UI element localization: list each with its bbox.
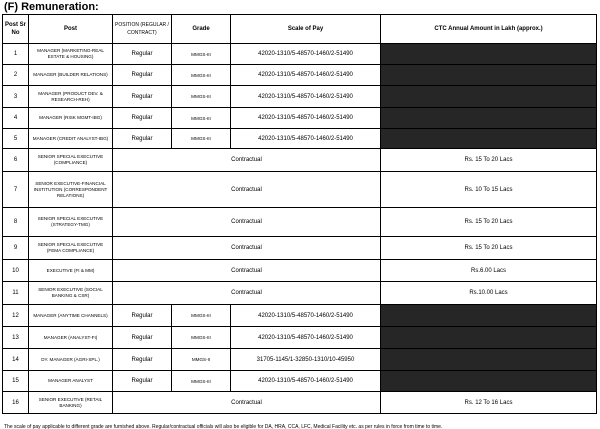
cell-ctc-redacted	[381, 65, 597, 86]
table-row	[3, 108, 597, 129]
cell-scale: 42020-1310/5-48570-1460/2-51490	[231, 44, 381, 65]
col-header-grade: Grade	[172, 15, 231, 44]
cell-ctc: Rs. 12 To 16 Lacs	[381, 392, 597, 414]
cell-contractual: Contractual	[113, 237, 381, 260]
cell-position: Regular	[113, 129, 172, 149]
footer-note: The scale of pay applicable to different grade are furnished above. Regular/contractual officials will also be eligible for DA, HRA, CCA, LFC, Medical Facility etc. as per rules in force from time to time.	[4, 424, 443, 429]
cell-post: SENIOR EXECUTIVE-FINANCIAL INSTITUTION (CORRESPONDENT RELATIONS)	[29, 172, 113, 208]
cell-grade: MMGS-II	[172, 349, 231, 371]
cell-scale: 42020-1310/5-48570-1460/2-51490	[231, 371, 381, 392]
cell-ctc-redacted	[381, 371, 597, 392]
table-row	[3, 86, 597, 108]
cell-sr-no: 11	[3, 282, 29, 305]
col-header-scale: Scale of Pay	[231, 15, 381, 44]
table-row	[3, 149, 597, 172]
table-row	[3, 237, 597, 260]
cell-post: SENIOR EXECUTIVE (SOCIAL BANKING & CSR)	[29, 282, 113, 305]
cell-ctc: Rs. 15 To 20 Lacs	[381, 237, 597, 260]
cell-post: MANAGER (ANYTIME CHANNELS)	[29, 305, 113, 327]
cell-position: Regular	[113, 108, 172, 129]
cell-scale: 31705-1145/1-32850-1310/10-45950	[231, 349, 381, 371]
cell-scale: 42020-1310/5-48570-1460/2-51490	[231, 65, 381, 86]
cell-post: SENIOR SPECIAL EXECUTIVE (FEMA COMPLIANCE)	[29, 237, 113, 260]
table-row	[3, 65, 597, 86]
cell-scale: 42020-1310/5-48570-1460/2-51490	[231, 305, 381, 327]
cell-sr-no: 2	[3, 65, 29, 86]
cell-grade: MMGS-III	[172, 129, 231, 149]
col-header-ctc: CTC Annual Amount in Lakh (approx.)	[381, 15, 597, 44]
cell-sr-no: 8	[3, 208, 29, 237]
cell-sr-no: 3	[3, 86, 29, 108]
cell-ctc-redacted	[381, 305, 597, 327]
table-row	[3, 392, 597, 414]
cell-ctc: Rs. 10 To 15 Lacs	[381, 172, 597, 208]
cell-position: Regular	[113, 349, 172, 371]
cell-sr-no: 10	[3, 260, 29, 282]
col-header-position: POSITION (REGULAR / CONTRACT)	[113, 15, 172, 44]
cell-contractual: Contractual	[113, 149, 381, 172]
cell-post: DY. MANAGER (AGRI-SPL.)	[29, 349, 113, 371]
cell-sr-no: 5	[3, 129, 29, 149]
cell-post: MANAGER (ANALYST-FI)	[29, 327, 113, 349]
cell-contractual: Contractual	[113, 208, 381, 237]
cell-position: Regular	[113, 44, 172, 65]
cell-sr-no: 7	[3, 172, 29, 208]
cell-post: SENIOR SPECIAL EXECUTIVE (COMPLIANCE)	[29, 149, 113, 172]
cell-contractual: Contractual	[113, 392, 381, 414]
cell-sr-no: 13	[3, 327, 29, 349]
cell-contractual: Contractual	[113, 282, 381, 305]
cell-ctc-redacted	[381, 349, 597, 371]
table-row	[3, 305, 597, 327]
cell-contractual: Contractual	[113, 260, 381, 282]
cell-sr-no: 14	[3, 349, 29, 371]
table-row	[3, 371, 597, 392]
cell-grade: MMGS-III	[172, 327, 231, 349]
cell-scale: 42020-1310/5-48570-1460/2-51490	[231, 129, 381, 149]
cell-grade: MMGS-III	[172, 371, 231, 392]
cell-sr-no: 4	[3, 108, 29, 129]
cell-scale: 42020-1310/5-48570-1460/2-51490	[231, 327, 381, 349]
cell-ctc: Rs. 15 To 20 Lacs	[381, 208, 597, 237]
cell-ctc: Rs. 15 To 20 Lacs	[381, 149, 597, 172]
cell-post: MANAGER ANALYST	[29, 371, 113, 392]
cell-grade: MMGS-III	[172, 86, 231, 108]
cell-sr-no: 15	[3, 371, 29, 392]
cell-sr-no: 6	[3, 149, 29, 172]
table-row	[3, 44, 597, 65]
cell-ctc-redacted	[381, 86, 597, 108]
cell-position: Regular	[113, 86, 172, 108]
cell-ctc-redacted	[381, 129, 597, 149]
table-row	[3, 208, 597, 237]
cell-scale: 42020-1310/5-48570-1460/2-51490	[231, 86, 381, 108]
cell-post: SENIOR EXECUTIVE (RETAIL BANKING)	[29, 392, 113, 414]
cell-post: MANAGER (CREDIT ANALYST-IBG)	[29, 129, 113, 149]
table-row	[3, 282, 597, 305]
cell-scale: 42020-1310/5-48570-1460/2-51490	[231, 108, 381, 129]
col-header-sr: Post Sr No	[3, 15, 29, 44]
cell-post: SENIOR SPECIAL EXECUTIVE (STRATEGY-TMG)	[29, 208, 113, 237]
cell-position: Regular	[113, 327, 172, 349]
table-row	[3, 172, 597, 208]
remuneration-table	[2, 14, 597, 414]
table-row	[3, 260, 597, 282]
table-row	[3, 129, 597, 149]
table-row	[3, 349, 597, 371]
cell-grade: MMGS-III	[172, 65, 231, 86]
cell-position: Regular	[113, 65, 172, 86]
table-header-row	[3, 15, 597, 44]
cell-sr-no: 9	[3, 237, 29, 260]
cell-post: MANAGER (BUILDER RELATIONS)	[29, 65, 113, 86]
cell-sr-no: 12	[3, 305, 29, 327]
cell-ctc-redacted	[381, 108, 597, 129]
cell-post: MANAGER (PRODUCT DEV. & RESEARCH-REH)	[29, 86, 113, 108]
cell-post: MANAGER (RISK MGMT-IBG)	[29, 108, 113, 129]
col-header-post: Post	[29, 15, 113, 44]
cell-sr-no: 1	[3, 44, 29, 65]
cell-ctc-redacted	[381, 327, 597, 349]
cell-post: EXECUTIVE (FI & MM)	[29, 260, 113, 282]
cell-post: MANAGER (MARKETING-REAL ESTATE & HOUSING)	[29, 44, 113, 65]
cell-grade: MMGS-III	[172, 44, 231, 65]
cell-grade: MMGS-III	[172, 108, 231, 129]
cell-ctc-redacted	[381, 44, 597, 65]
cell-position: Regular	[113, 305, 172, 327]
cell-sr-no: 16	[3, 392, 29, 414]
cell-grade: MMGS-III	[172, 305, 231, 327]
cell-ctc: Rs.6.00 Lacs	[381, 260, 597, 282]
cell-position: Regular	[113, 371, 172, 392]
section-heading: (F) Remuneration:	[4, 1, 99, 13]
cell-ctc: Rs.10.00 Lacs	[381, 282, 597, 305]
table-row	[3, 327, 597, 349]
cell-contractual: Contractual	[113, 172, 381, 208]
